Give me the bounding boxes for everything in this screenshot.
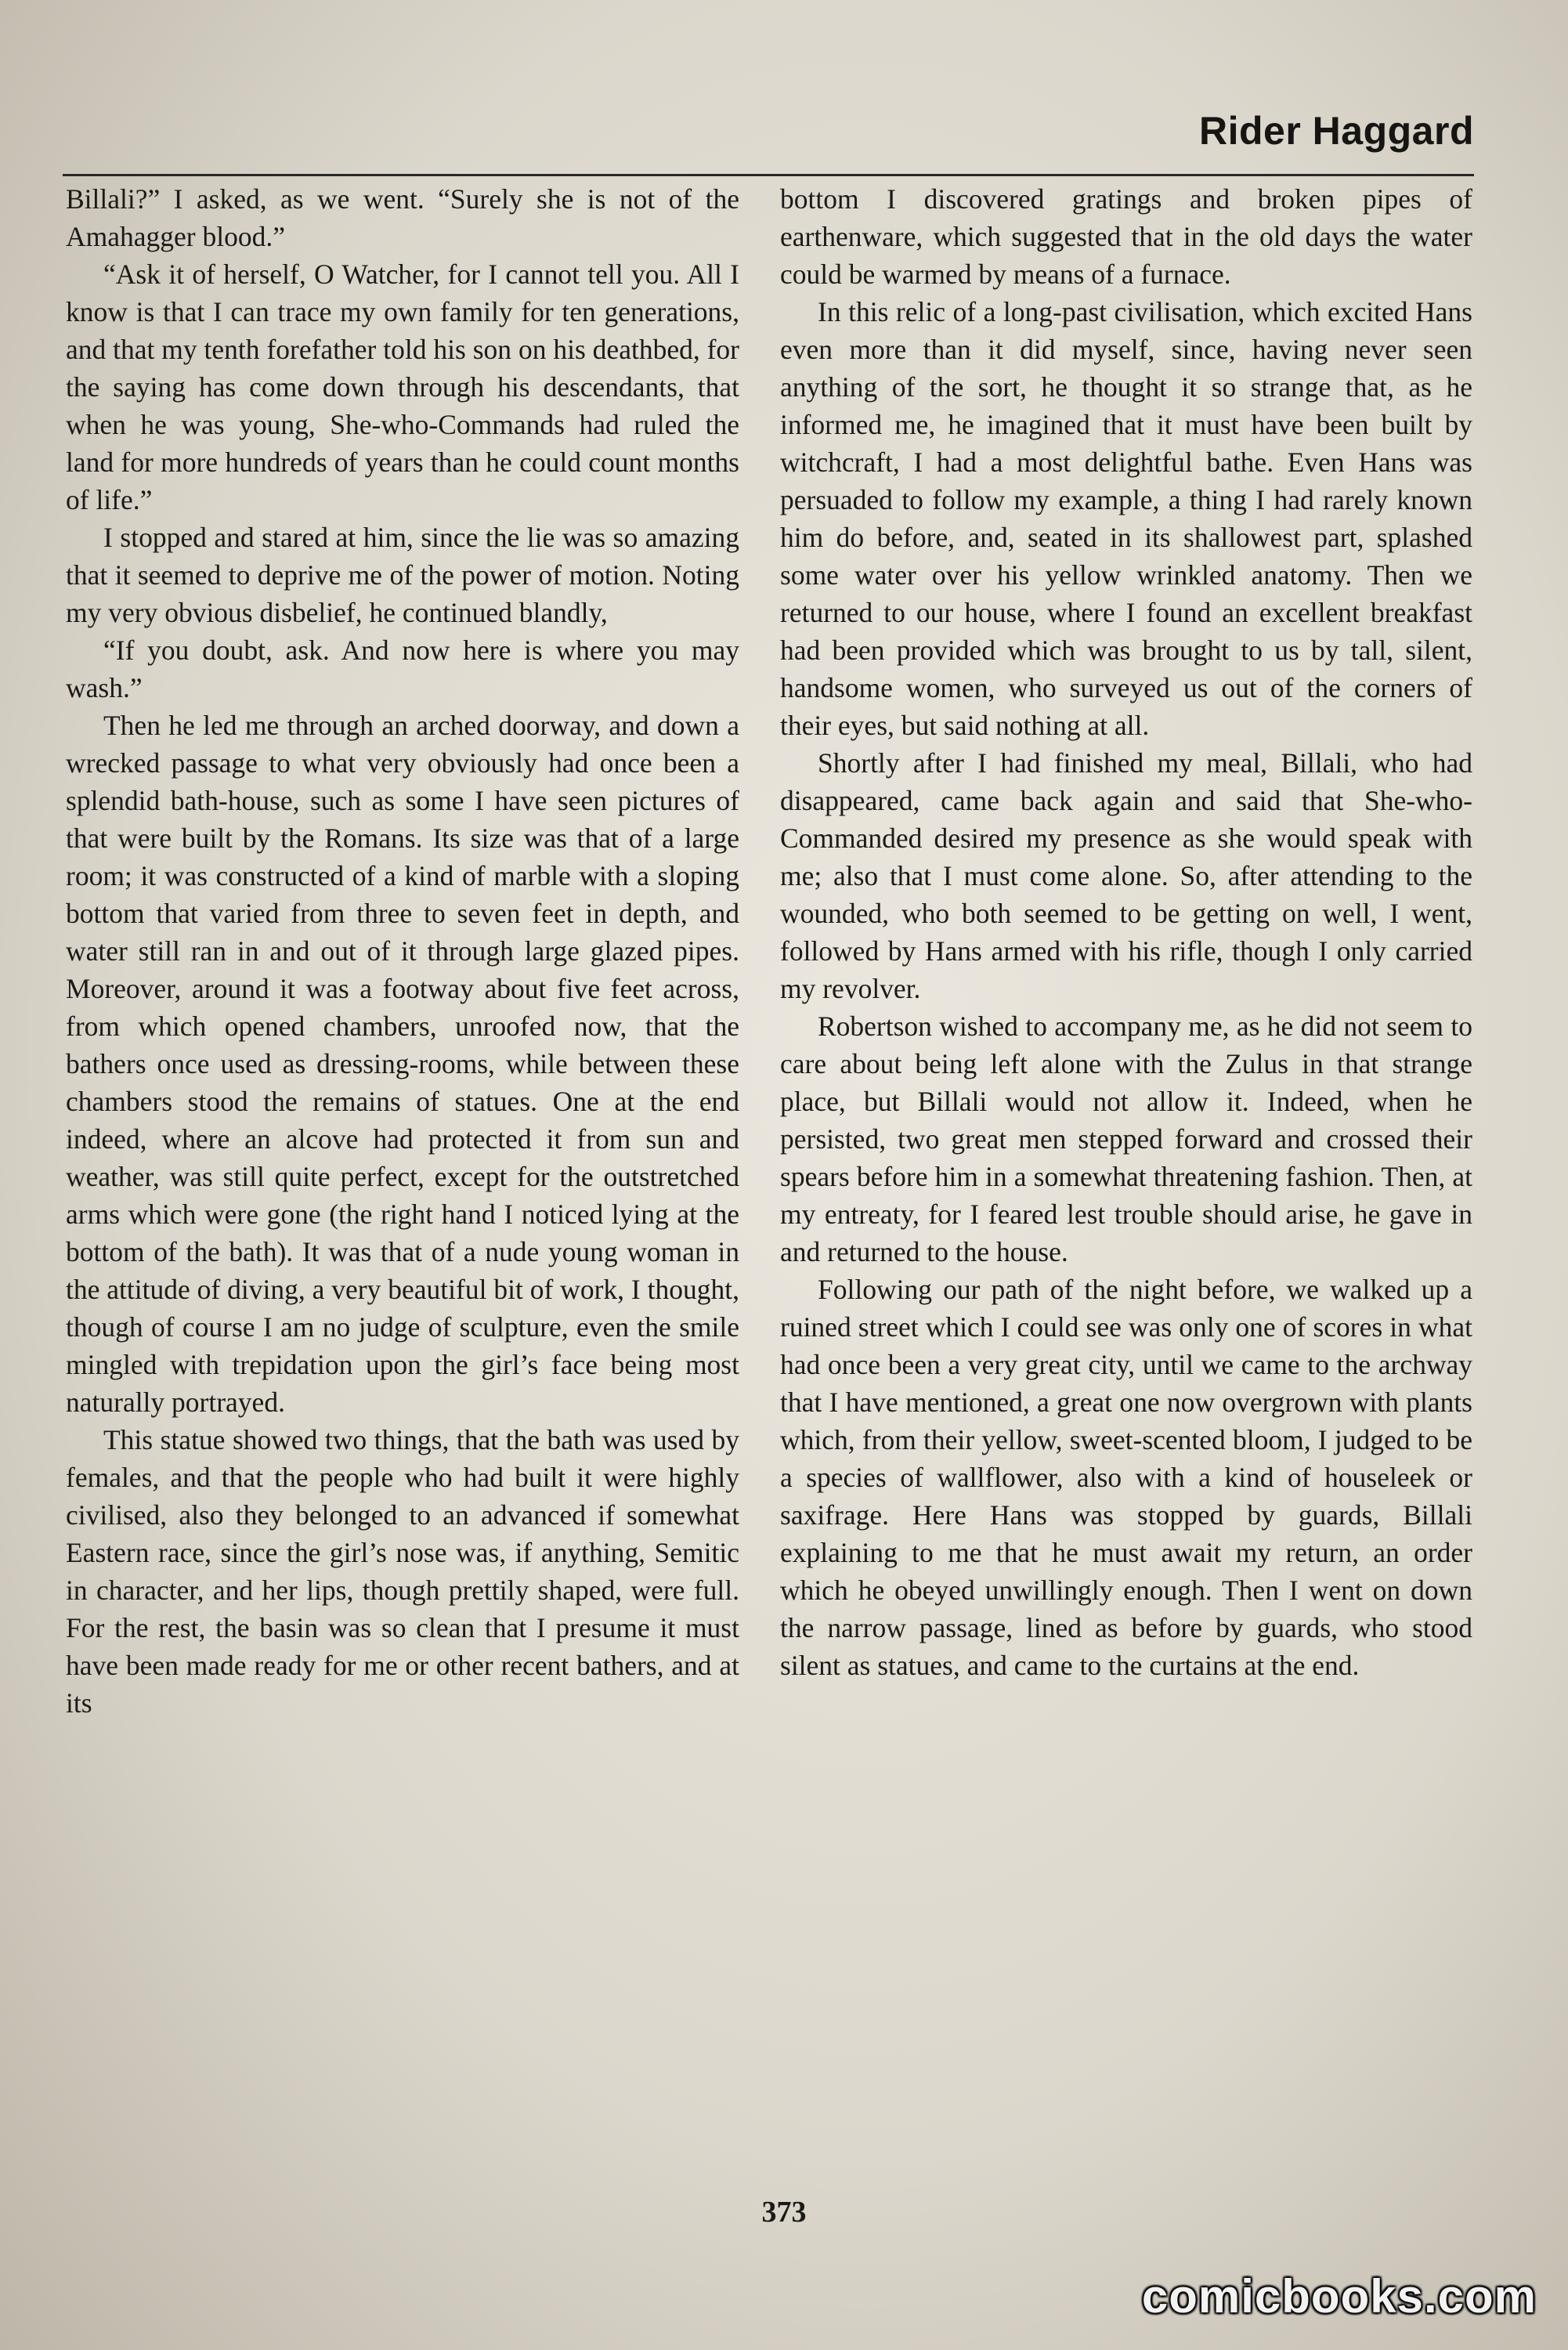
paragraph: I stopped and stared at him, since the lie was so amazing that it seemed to deprive me of the power of motion. Noting my very obvious disbelief, he continued blandly,	[66, 522, 739, 628]
header-rule	[63, 174, 1474, 176]
right-text-column	[780, 180, 1472, 1684]
paragraph: Robertson wished to accompany me, as he did not seem to care about being left alone with the Zulus in that strange place, but Billali would not allow it. Indeed, when he persisted, two great men stepped forward and crossed their spears before him in a somewhat threatening fashion. Then, at my entreaty, for I feared lest trouble should arise, he gave in and returned to the house.	[780, 1010, 1472, 1267]
paragraph: Billali?” I asked, as we went. “Surely she is not of the Amahagger blood.”	[66, 183, 739, 252]
paragraph: Then he led me through an arched doorway, and down a wrecked passage to what very obviously had once been a splendid bath-house, such as some I have seen pictures of that were built by the Romans. Its size was that of a large room; it was constructed of a kind of marble with a sloping bottom that varied from three to seven feet in depth, and water still ran in and out of it through large glazed pipes. Moreover, around it was a footway about five feet across, from which opened chambers, unroofed now, that the bathers once used as dressing-rooms, while between these chambers stood the remains of statues. One at the end indeed, where an alcove had protected it from sun and weather, was still quite perfect, except for the outstretched arms which were gone (the right hand I noticed lying at the bottom of the bath). It was that of a nude young woman in the attitude of diving, a very beautiful bit of work, I thought, though of course I am no judge of sculpture, even the smile mingled with trepidation upon the girl’s face being most naturally portrayed.	[66, 710, 739, 1418]
running-header-author: Rider Haggard	[1198, 109, 1474, 153]
paragraph: “Ask it of herself, O Watcher, for I cannot tell you. All I know is that I can trace my own family for ten generations, and that my tenth forefather told his son on his deathbed, for the saying has come down through his descendants, that when he was young, She-who-Commands had ruled the land for more hundreds of years than he could count months of life.”	[66, 258, 739, 515]
paragraph: In this relic of a long-past civilisation, which excited Hans even more than it did myself, since, having never seen anything of the sort, he thought it so strange that, as he informed me, he imagined that it must have been built by witchcraft, I had a most delightful bathe. Even Hans was persuaded to follow my example, a thing I had rarely known him do before, and, seated in its shallowest part, splashed some water over his yellow wrinkled anatomy. Then we returned to our house, where I found an excellent breakfast had been provided which was brought to us by tall, silent, handsome women, who surveyed us out of the corners of their eyes, but said nothing at all.	[780, 296, 1472, 741]
page-number: 373	[761, 2196, 807, 2229]
paragraph: “If you doubt, ask. And now here is where you may wash.”	[66, 634, 739, 703]
paragraph: bottom I discovered gratings and broken pipes of earthenware, which suggested that in the old days the water could be warmed by means of a furnace.	[780, 183, 1472, 290]
watermark-logo: comicbooks.com	[1141, 2270, 1537, 2323]
paragraph: Following our path of the night before, we walked up a ruined street which I could see was only one of scores in what had once been a very great city, until we came to the archway that I have mentioned, a great one now overgrown with plants which, from their yellow, sweet-scented bloom, I judged to be a species of wallflower, also with a kind of houseleek or saxifrage. Here Hans was stopped by guards, Billali explaining to me that he must await my return, an order which he obeyed unwillingly enough. Then I went on down the narrow passage, lined as before by guards, who stood silent as statues, and came to the curtains at the end.	[780, 1274, 1472, 1681]
paragraph: Shortly after I had finished my meal, Billali, who had disappeared, came back again and said that She-who-Commanded desired my presence as she would speak with me; also that I must come alone. So, after attending to the wounded, who both seemed to be getting on well, I went, followed by Hans armed with his rifle, though I only carried my revolver.	[780, 747, 1472, 1004]
left-text-column	[66, 180, 739, 1722]
paragraph: This statue showed two things, that the bath was used by females, and that the people who had built it were highly civilised, also they belonged to an advanced if somewhat Eastern race, since the girl’s nose was, if anything, Semitic in character, and her lips, though prettily shaped, were full. For the rest, the basin was so clean that I presume it must have been made ready for me or other recent bathers, and at its	[66, 1424, 739, 1719]
